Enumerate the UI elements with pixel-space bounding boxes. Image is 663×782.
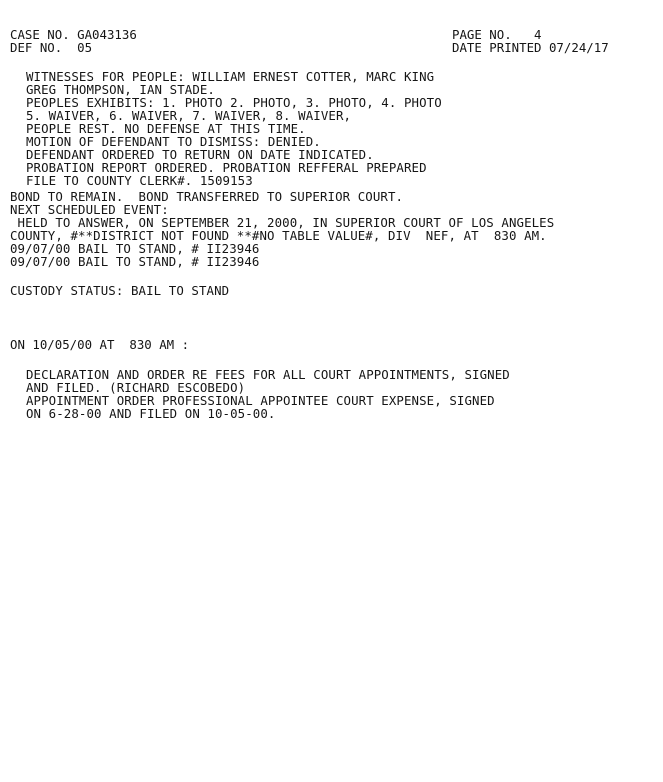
proceeding-line: FILE TO COUNTY CLERK#. 1509153 — [26, 173, 253, 188]
proceeding-line: APPOINTMENT ORDER PROFESSIONAL APPOINTEE COURT EXPENSE, SIGNED — [26, 393, 495, 408]
defendant-number: DEF NO. 05 — [10, 40, 93, 55]
proceeding-line: DEFENDANT ORDERED TO RETURN ON DATE INDICATED. — [26, 147, 374, 162]
proceeding-line: PEOPLE REST. NO DEFENSE AT THIS TIME. — [26, 121, 306, 136]
date-printed: DATE PRINTED 07/24/17 — [452, 40, 609, 55]
page-number: PAGE NO. 4 — [452, 27, 542, 42]
event-heading: ON 10/05/00 AT 830 AM : — [10, 337, 190, 352]
proceeding-line: PROBATION REPORT ORDERED. PROBATION REFFERAL PREPARED — [26, 160, 427, 175]
custody-status: CUSTODY STATUS: BAIL TO STAND — [10, 283, 230, 298]
proceeding-line: MOTION OF DEFENDANT TO DISMISS: DENIED. — [26, 134, 321, 149]
proceeding-line: 09/07/00 BAIL TO STAND, # II23946 — [10, 241, 260, 256]
proceeding-line: 5. WAIVER, 6. WAIVER, 7. WAIVER, 8. WAIVER, — [26, 108, 352, 123]
proceeding-line: COUNTY, #**DISTRICT NOT FOUND **#NO TABLE VALUE#, DIV NEF, AT 830 AM. — [10, 228, 547, 243]
proceeding-line: ON 6-28-00 AND FILED ON 10-05-00. — [26, 406, 276, 421]
case-number: CASE NO. GA043136 — [10, 27, 137, 42]
proceeding-line: NEXT SCHEDULED EVENT: — [10, 202, 169, 217]
proceeding-line: PEOPLES EXHIBITS: 1. PHOTO 2. PHOTO, 3. PHOTO, 4. PHOTO — [26, 95, 442, 110]
proceeding-line: WITNESSES FOR PEOPLE: WILLIAM ERNEST COTTER, MARC KING — [26, 69, 435, 84]
proceeding-line: BOND TO REMAIN. BOND TRANSFERRED TO SUPERIOR COURT. — [10, 189, 404, 204]
proceeding-line: GREG THOMPSON, IAN STADE. — [26, 82, 215, 97]
proceeding-line: DECLARATION AND ORDER RE FEES FOR ALL COURT APPOINTMENTS, SIGNED — [26, 367, 510, 382]
proceeding-line: AND FILED. (RICHARD ESCOBEDO) — [26, 380, 246, 395]
proceeding-line: 09/07/00 BAIL TO STAND, # II23946 — [10, 254, 260, 269]
proceeding-line: HELD TO ANSWER, ON SEPTEMBER 21, 2000, IN SUPERIOR COURT OF LOS ANGELES — [10, 215, 555, 230]
